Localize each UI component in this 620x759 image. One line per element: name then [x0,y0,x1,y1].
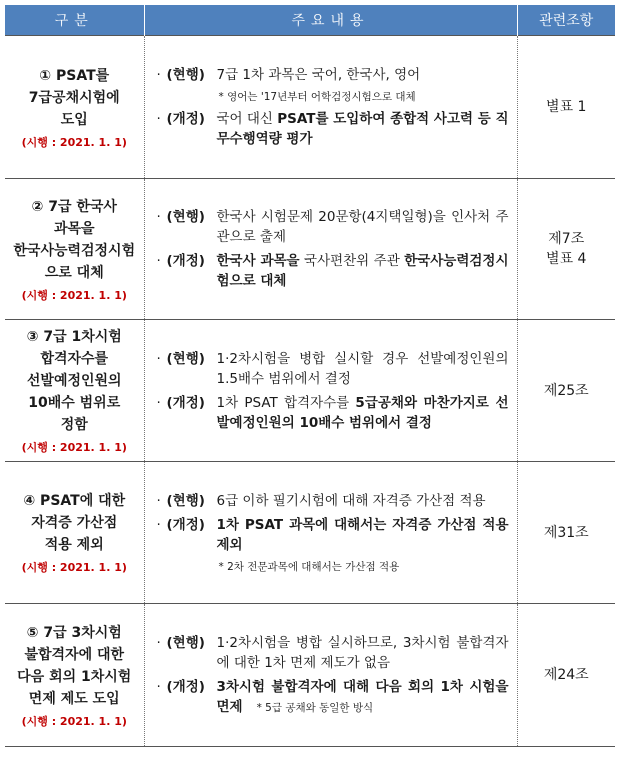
revised-item [157,251,509,291]
footnote: * 영어는 '17년부터 어학검정시험으로 대체 [218,91,416,103]
article-cell [517,179,615,320]
category-title-line: 정함 [60,417,88,433]
article-ref: 제25조 [543,382,589,399]
revised-text-bold: 3차시험 불합격자에 대해 다음 회의 1차 시험을 면제 [216,678,509,715]
content-cell [144,462,517,604]
category-title-line: 과목을 [53,220,95,237]
effective-date: (시행 : 2021. 1. 1) [21,135,127,149]
revised-text-bold: 5급공채와 마찬가지로 선발예정인원의 10배수 범위에서 결정 [216,394,509,431]
category-title-line: 7급공채시험에 [28,89,120,106]
bullet-icon: · [156,253,161,269]
current-label: (현행) [166,67,205,83]
revised-label: (개정) [166,253,205,269]
revised-item [157,515,509,555]
category-title-line: 적용 제외 [44,537,104,553]
article-ref: 제24조 [543,667,589,683]
current-label: (현행) [166,350,205,367]
effective-date: (시행 : 2021. 1. 1) [21,441,127,454]
article-ref: 별표 4 [546,251,587,267]
category-cell [5,604,144,747]
category-cell [5,36,144,179]
effective-date: (시행 : 2021. 1. 1) [21,561,127,574]
revised-item [157,677,509,718]
bullet-icon: · [156,634,161,651]
category-title-line: 면제 제도 도입 [28,690,120,707]
category-title-line: 한국사능력검정시험 [13,242,136,259]
bullet-icon: · [156,678,161,695]
current-label: (현행) [166,634,205,651]
effective-date: (시행 : 2021. 1. 1) [21,714,127,728]
revised-text-bold: 한국사 과목을 [216,253,300,269]
revised-text-plain: 국어 대신 [216,111,278,127]
category-cell [5,462,144,604]
current-item [157,65,509,85]
current-item [157,491,509,511]
table-row [5,604,615,747]
category-title-line: ① PSAT를 [39,67,110,84]
content-cell [144,36,517,179]
revised-text [217,109,509,149]
article-ref: 제7조 [548,231,585,247]
current-item [157,349,509,389]
category-title-line: 10배수 범위로 [28,395,121,411]
article-cell [517,604,615,747]
category-title-line: ⑤ 7급 3차시험 [26,624,122,641]
category-title-line: 자격증 가산점 [31,515,118,531]
reform-table [5,5,615,747]
current-label: (현행) [166,492,205,509]
table-row [5,179,615,320]
current-text: 한국사 시험문제 20문항(4지택일형)을 인사처 주관으로 출제 [216,209,509,245]
revised-text-plain: 1차 PSAT 합격자수를 [216,394,356,411]
category-title-line: 다음 회의 1차시험 [17,668,132,685]
current-text: 1·2차시험을 병합 실시할 경우 선발예정인원의 1.5배수 범위에서 결정 [216,350,509,387]
article-cell [517,320,615,462]
bullet-icon: · [156,492,161,509]
revised-text: 1차 PSAT 과목에 대해서는 자격증 가산점 적용 제외 [216,516,509,553]
revised-item [157,109,509,149]
category-title-line: 도입 [60,111,88,128]
revised-text [217,677,509,718]
category-title-line: 합격자수를 [40,351,109,367]
bullet-icon: · [156,111,161,127]
header-row [5,5,615,36]
revised-text [217,393,509,433]
category-cell [5,320,144,462]
revised-text-bold: 한국사능력검정시험으로 대체 [216,253,509,289]
current-text: 1·2차시험을 병합 실시하므로, 3차시험 불합격자에 대한 1차 면제 제도가 없음 [216,634,509,671]
bullet-icon: · [156,350,161,367]
revised-item [157,393,509,433]
header-content: 주요내용 [144,5,517,36]
header-category: 구분 [5,5,144,36]
content-cell [144,604,517,747]
bullet-icon: · [156,516,161,533]
category-title-line: 불합격자에 대한 [24,646,125,663]
table-row [5,320,615,462]
article-ref: 별표 1 [546,99,587,115]
category-title-line: ② 7급 한국사 [31,198,117,215]
revised-label: (개정) [166,394,205,411]
revised-text [217,251,509,291]
article-ref: 제31조 [543,524,589,541]
content-cell [144,320,517,462]
effective-date: (시행 : 2021. 1. 1) [21,288,127,302]
revised-label: (개정) [166,516,205,533]
category-title-line: ③ 7급 1차시험 [26,329,122,345]
revised-label: (개정) [166,678,205,695]
revised-label: (개정) [166,111,205,127]
current-text: 7급 1차 과목은 국어, 한국사, 영어 [216,67,421,83]
content-cell [144,179,517,320]
category-title-line: 선발예정인원의 [26,373,122,389]
bullet-icon: · [156,209,161,225]
footnote: * 5급 공채와 동일한 방식 [256,701,374,714]
bullet-icon: · [156,67,161,83]
category-title-line: ④ PSAT에 대한 [23,493,126,509]
category-title-line: 으로 대체 [44,264,104,281]
article-cell [517,36,615,179]
footnote: * 2차 전문과목에 대해서는 가산점 적용 [218,560,400,573]
category-cell [5,179,144,320]
table-row [5,36,615,179]
current-label: (현행) [166,209,205,225]
header-article: 관련조항 [517,5,615,36]
article-cell [517,462,615,604]
revised-text-plain: 국사편찬위 주관 [299,253,405,269]
bullet-icon: · [156,394,161,411]
current-text: 6급 이하 필기시험에 대해 자격증 가산점 적용 [216,492,486,509]
current-item [157,633,509,673]
current-item [157,207,509,247]
table-row [5,462,615,604]
revised-text-bold: PSAT를 도입하여 종합적 사고력 등 직무수행역량 평가 [216,111,509,147]
